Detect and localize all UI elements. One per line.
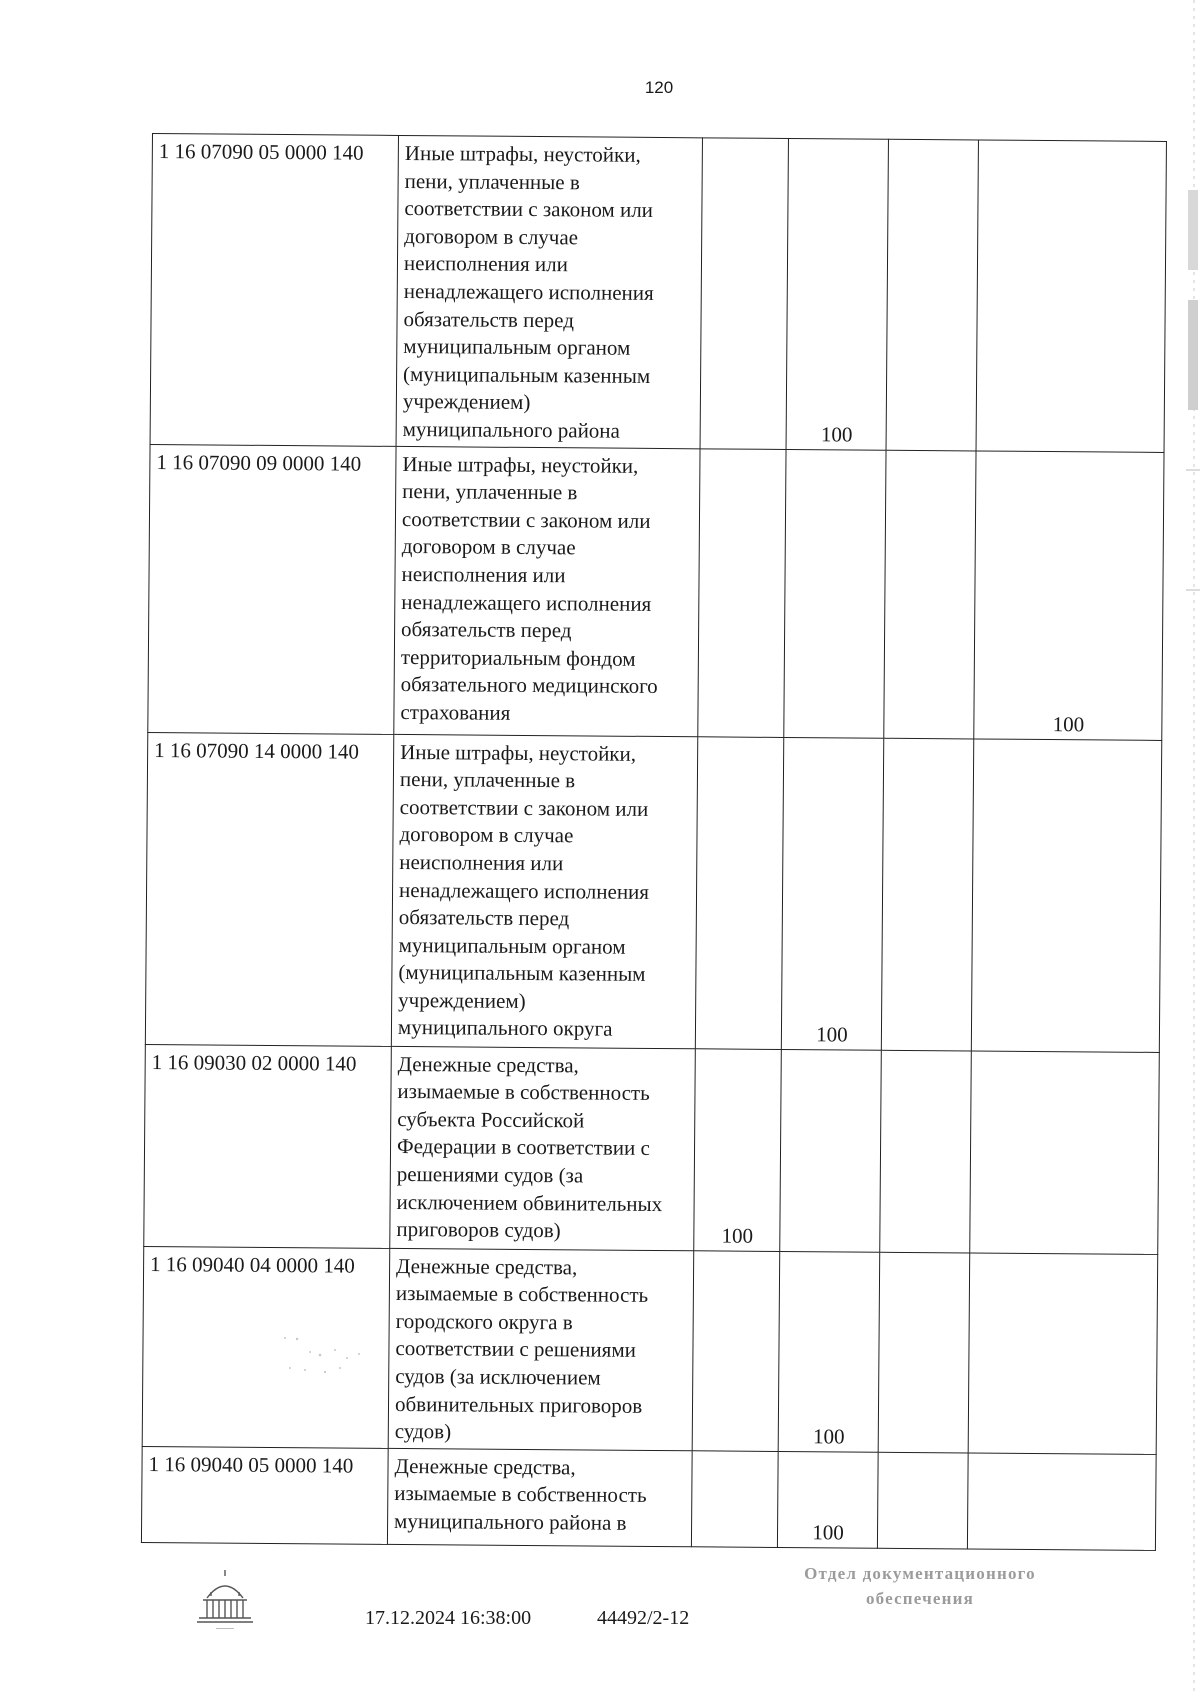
description-line: обязательств перед	[403, 306, 575, 332]
description-cell	[391, 734, 697, 1048]
description-line: соответствии с решениями	[395, 1336, 637, 1363]
percentage-cell-3	[886, 139, 978, 450]
description-line: обязательств перед	[401, 617, 572, 643]
percentage-cell-2	[780, 1049, 882, 1252]
percentage-cell-3	[884, 450, 976, 739]
description-line: решениями судов (за	[396, 1161, 584, 1188]
budget-code-cell: 1 16 09040 05 0000 140	[141, 1446, 388, 1544]
description-line: соответствии с законом или	[401, 506, 651, 533]
percentage-cell-4	[967, 1453, 1156, 1550]
description-line: неисполнения или	[399, 849, 564, 876]
description-line: Денежные средства,	[396, 1253, 578, 1279]
description-line: Иные штрафы, неустойки,	[400, 739, 637, 766]
duma-building-icon	[193, 1566, 257, 1632]
description-line: Федерации в соответствии с	[396, 1134, 650, 1161]
description-line: субъекта Российской	[397, 1106, 585, 1133]
percentage-cell-4	[971, 739, 1161, 1052]
description-line: ненадлежащего исполнения	[398, 877, 650, 904]
percentage-cell-3	[878, 1252, 970, 1453]
page-number: 120	[644, 78, 674, 97]
description-line: судов (за исключением	[395, 1363, 601, 1390]
percentage-cell-1	[692, 1250, 780, 1451]
budget-code-cell: 1 16 09030 02 0000 140	[144, 1044, 392, 1248]
description-line: Денежные средства,	[394, 1453, 576, 1480]
description-line: изымаемые в собственность	[395, 1281, 649, 1308]
percentage-cell-2: 100	[778, 1251, 880, 1452]
budget-code-cell: 1 16 09040 04 0000 140	[142, 1246, 390, 1448]
description-line: обязательного медицинского	[400, 672, 658, 699]
table-row	[144, 1044, 1160, 1254]
table-row	[150, 134, 1166, 452]
description-line: муниципальным органом	[403, 334, 631, 360]
description-line: неисполнения или	[403, 251, 569, 277]
description-line: обязательств перед	[398, 905, 570, 931]
percentage-cell-1	[695, 736, 783, 1049]
department-stamp	[770, 1561, 1070, 1611]
description-line: изымаемые в собственность	[397, 1079, 650, 1106]
description-line: договором в случае	[401, 534, 576, 560]
percentage-cell-4: 100	[974, 451, 1164, 740]
percentage-cell-4	[968, 1252, 1158, 1454]
description-line: исключением обвинительных	[396, 1189, 663, 1216]
description-cell	[394, 446, 700, 736]
description-line: (муниципальным казенным	[403, 361, 651, 388]
percentage-cell-1: 100	[694, 1048, 782, 1251]
description-line: городского округа в	[395, 1308, 573, 1335]
description-line: муниципального округа	[397, 1015, 613, 1042]
scan-edge-marks	[1182, 0, 1200, 1695]
description-line: соответствии с законом или	[399, 794, 649, 821]
budget-code-cell: 1 16 07090 14 0000 140	[145, 732, 393, 1046]
description-cell	[396, 135, 702, 448]
description-line: договором в случае	[399, 822, 574, 848]
svg-text:———: ———	[216, 1626, 234, 1632]
description-line: муниципального района	[402, 416, 621, 443]
description-line: ненадлежащего исполнения	[403, 278, 654, 305]
percentage-cell-4	[976, 140, 1166, 452]
description-line: соответствии с законом или	[404, 196, 654, 223]
description-line: Иные штрафы, неустойки,	[404, 140, 641, 167]
percentage-cell-1	[700, 138, 788, 449]
description-line: судов)	[394, 1419, 452, 1444]
description-line: изымаемые в собственность	[394, 1481, 647, 1508]
percentage-cell-2: 100	[777, 1451, 878, 1548]
table-row	[145, 732, 1161, 1052]
description-line: муниципального района в	[394, 1508, 627, 1535]
description-line: учреждением)	[398, 987, 526, 1013]
description-line: пени, уплаченные в	[399, 767, 576, 793]
description-line: (муниципальным казенным	[398, 960, 646, 987]
description-line: территориальным фондом	[400, 644, 636, 671]
description-line: обвинительных приговоров	[394, 1391, 643, 1418]
stamp-line-1: Отдел документационного	[804, 1564, 1036, 1583]
percentage-cell-1	[691, 1450, 778, 1547]
percentage-cell-3	[881, 738, 973, 1051]
budget-code-cell: 1 16 07090 05 0000 140	[150, 134, 398, 446]
description-cell	[387, 1448, 692, 1546]
description-line: пени, уплаченные в	[404, 168, 580, 194]
table-row	[141, 1446, 1156, 1550]
description-line: муниципальным органом	[398, 932, 626, 959]
description-line: договором в случае	[404, 223, 579, 250]
percentage-cell-2: 100	[786, 138, 888, 449]
description-line: ненадлежащего исполнения	[401, 589, 652, 616]
description-line: пени, уплаченные в	[402, 479, 578, 505]
description-cell	[390, 1046, 696, 1250]
description-line: неисполнения или	[401, 561, 566, 588]
description-line: учреждением)	[402, 389, 531, 415]
registration-datetime: 17.12.2024 16:38:00	[365, 1607, 532, 1629]
percentage-cell-2: 100	[781, 737, 883, 1050]
description-cell	[388, 1248, 694, 1451]
scan-smudge	[275, 1330, 375, 1380]
table-row	[148, 444, 1164, 740]
description-line: Денежные средства,	[397, 1051, 579, 1077]
description-line: страхования	[400, 699, 511, 725]
percentage-cell-2	[784, 449, 886, 738]
document-number: 44492/2-12	[597, 1607, 690, 1629]
description-line: Иные штрафы, неустойки,	[402, 451, 639, 478]
percentage-cell-1	[698, 448, 786, 737]
percentage-cell-3	[880, 1050, 972, 1253]
percentage-cell-3	[877, 1452, 968, 1549]
budget-code-cell: 1 16 07090 09 0000 140	[148, 444, 396, 734]
stamp-line-2: обеспечения	[865, 1589, 975, 1608]
percentage-cell-4	[970, 1050, 1160, 1253]
description-line: приговоров судов)	[396, 1217, 561, 1243]
